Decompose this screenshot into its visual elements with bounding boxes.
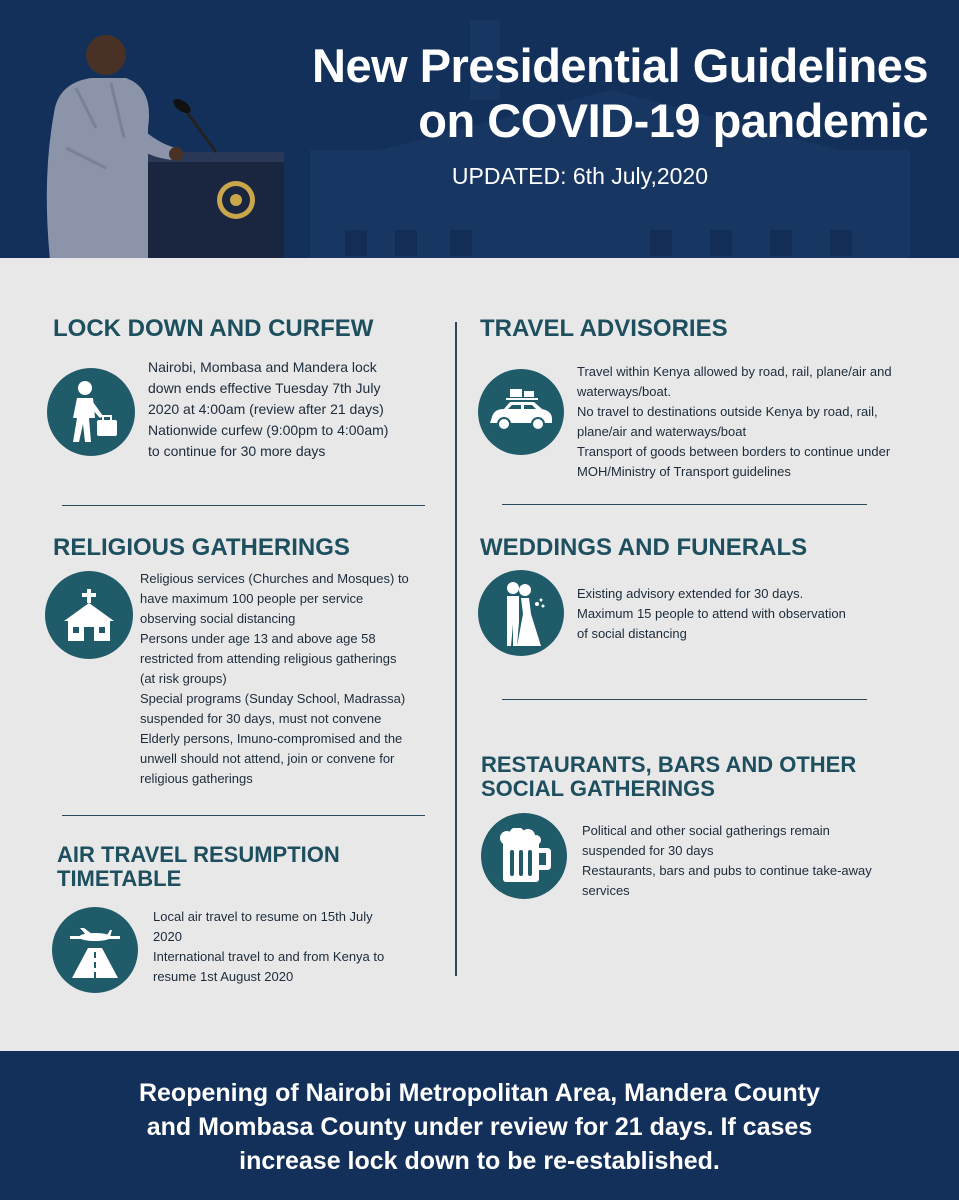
page-title-line-2: on COVID-19 pandemic — [418, 94, 928, 147]
religious-line: Special programs (Sunday School, Madrassa) — [140, 691, 406, 706]
lockdown-text — [148, 357, 388, 462]
religious-line: Religious services (Churches and Mosques) to — [140, 571, 409, 586]
religious-line: suspended for 30 days, must not convene — [140, 711, 382, 726]
page-title — [248, 38, 928, 148]
lockdown-line: down ends effective Tuesday 7th July — [148, 380, 381, 396]
religious-line: Persons under age 13 and above age 58 — [140, 631, 376, 646]
footer-banner — [0, 1051, 959, 1200]
religious-title: RELIGIOUS GATHERINGS — [53, 534, 350, 561]
lockdown-line: Nairobi, Mombasa and Mandera lock — [148, 359, 377, 375]
air-line: resume 1st August 2020 — [153, 969, 294, 984]
restaurants-title-line-2: SOCIAL GATHERINGS — [481, 776, 715, 801]
religious-section — [53, 535, 350, 560]
lockdown-line: Nationwide curfew (9:00pm to 4:00am) — [148, 422, 389, 438]
religious-line: observing social distancing — [140, 611, 296, 626]
restaurants-text — [582, 821, 872, 901]
weddings-divider — [502, 699, 867, 700]
lockdown-divider — [62, 505, 425, 506]
lockdown-line: 2020 at 4:00am (review after 21 days) — [148, 401, 384, 417]
restaurants-section — [481, 753, 856, 801]
travel-text — [577, 362, 892, 482]
travel-divider — [502, 504, 867, 505]
restaurants-line: suspended for 30 days — [582, 843, 714, 858]
travel-line: Travel within Kenya allowed by road, rail, plane/air and — [577, 364, 892, 379]
beer-mug-icon — [481, 813, 567, 899]
religious-divider — [62, 815, 425, 816]
travel-title: TRAVEL ADVISORIES — [480, 315, 728, 342]
lockdown-line: to continue for 30 more days — [148, 443, 326, 459]
lockdown-title: LOCK DOWN AND CURFEW — [53, 315, 374, 342]
religious-line: religious gatherings — [140, 771, 253, 786]
car-with-luggage-icon — [478, 369, 564, 455]
air-line: International travel to and from Kenya to — [153, 949, 385, 964]
air-title-line-1: AIR TRAVEL RESUMPTION — [57, 842, 340, 867]
religious-line: have maximum 100 people per service — [140, 591, 364, 606]
air-section — [57, 843, 340, 891]
weddings-line: Existing advisory extended for 30 days. — [577, 586, 804, 601]
weddings-line: Maximum 15 people to attend with observation — [577, 606, 846, 621]
page-title-line-1: New Presidential Guidelines — [312, 39, 928, 92]
footer-line: Reopening of Nairobi Metropolitan Area, Mandera County — [138, 1079, 821, 1107]
person-with-suitcase-icon — [47, 368, 135, 456]
air-text — [153, 907, 384, 987]
bride-and-groom-icon — [478, 570, 564, 656]
religious-line: unwell should not attend, join or convene for — [140, 751, 395, 766]
air-line: 2020 — [153, 929, 182, 944]
religious-text — [140, 569, 409, 789]
lockdown-section — [53, 316, 373, 341]
travel-line: plane/air and waterways/boat — [577, 424, 747, 439]
travel-line: waterways/boat. — [577, 384, 671, 399]
restaurants-line: services — [582, 883, 630, 898]
airplane-runway-icon — [52, 907, 138, 993]
updated-date: UPDATED: 6th July,2020 — [451, 163, 708, 189]
restaurants-title-line-1: RESTAURANTS, BARS AND OTHER — [481, 752, 857, 777]
air-line: Local air travel to resume on 15th July — [153, 909, 373, 924]
column-divider — [455, 322, 457, 976]
restaurants-line: Restaurants, bars and pubs to continue take-away — [582, 863, 872, 878]
travel-line: MOH/Ministry of Transport guidelines — [577, 464, 791, 479]
religious-line: restricted from attending religious gatherings — [140, 651, 397, 666]
church-icon — [45, 571, 133, 659]
weddings-text — [577, 584, 846, 644]
weddings-title: WEDDINGS AND FUNERALS — [480, 534, 808, 561]
footer-line: increase lock down to be re-established. — [239, 1147, 720, 1175]
restaurants-line: Political and other social gatherings remain — [582, 823, 830, 838]
religious-line: Elderly persons, Imuno-compromised and the — [140, 731, 403, 746]
religious-line: (at risk groups) — [140, 671, 227, 686]
weddings-section — [480, 535, 807, 560]
travel-line: No travel to destinations outside Kenya by road, rail, — [577, 404, 878, 419]
air-title-line-2: TIMETABLE — [57, 866, 182, 891]
weddings-line: of social distancing — [577, 626, 687, 641]
header-banner — [0, 0, 959, 258]
travel-line: Transport of goods between borders to continue under — [577, 444, 891, 459]
footer-line: and Mombasa County under review for 21 days. If cases — [146, 1113, 813, 1141]
footer-message — [60, 1076, 899, 1178]
travel-section — [480, 316, 728, 341]
